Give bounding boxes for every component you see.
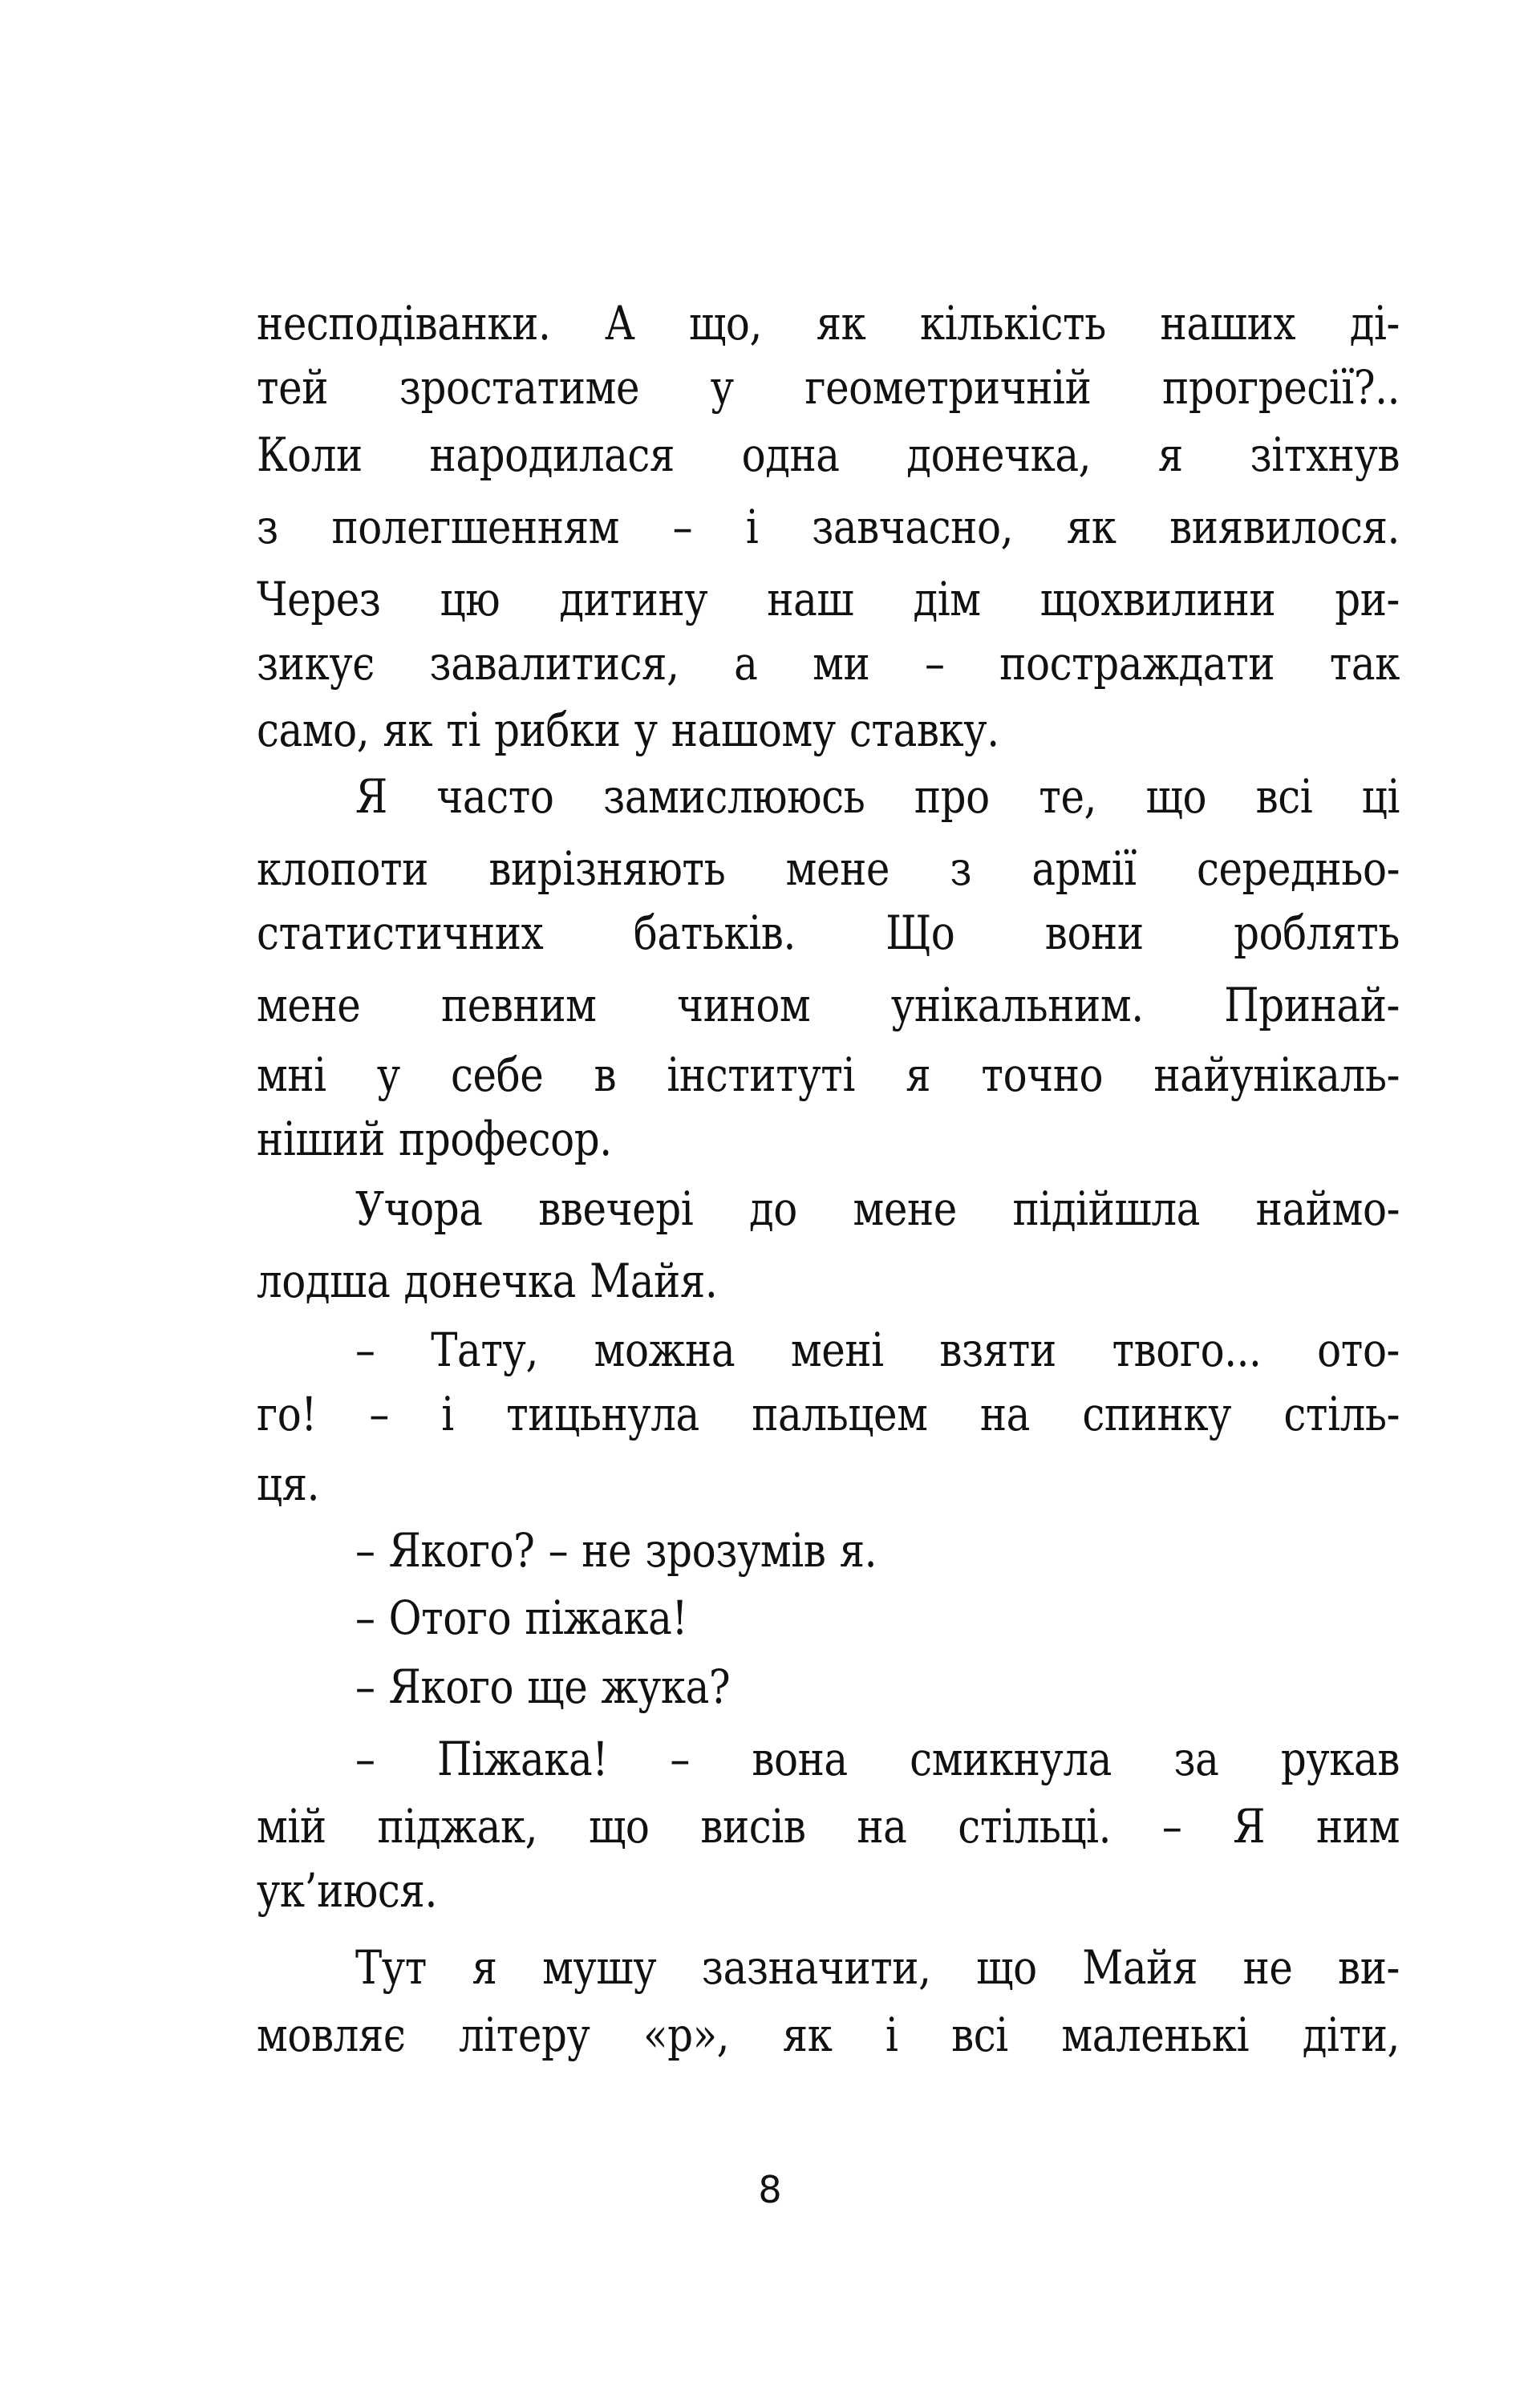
word: літеру bbox=[458, 2008, 590, 2062]
word: середньо- bbox=[1196, 841, 1400, 896]
word: виявилося. bbox=[1169, 500, 1400, 554]
word: до bbox=[748, 1181, 797, 1236]
word: – bbox=[925, 636, 945, 691]
word: певним bbox=[440, 978, 597, 1032]
word: – bbox=[672, 500, 693, 554]
word: у bbox=[376, 1048, 400, 1102]
word: Учора bbox=[355, 1181, 483, 1236]
dialogue-line: – Якого? – не зрозумів я. bbox=[355, 1523, 877, 1578]
word: геометричній bbox=[804, 360, 1092, 415]
word: що, bbox=[688, 296, 762, 351]
word: мене bbox=[257, 978, 361, 1032]
text-line bbox=[257, 1380, 1400, 1449]
word: рукав bbox=[1280, 1732, 1400, 1786]
word: і bbox=[745, 500, 759, 554]
dialogue-line: – Отого піжака! bbox=[355, 1591, 688, 1645]
word: точно bbox=[981, 1048, 1104, 1102]
word: в bbox=[594, 1048, 617, 1102]
word: можна bbox=[594, 1323, 736, 1377]
word: го! bbox=[257, 1387, 317, 1441]
word: я bbox=[906, 1048, 931, 1102]
word: Я bbox=[1233, 1799, 1266, 1854]
dialogue-line: – Якого ще жука? bbox=[355, 1659, 731, 1714]
word: стіль- bbox=[1283, 1387, 1400, 1441]
word: клопоти bbox=[257, 841, 429, 896]
word: чином bbox=[677, 978, 811, 1032]
word: роблять bbox=[1234, 906, 1400, 960]
word: – bbox=[355, 1323, 375, 1377]
word: мене bbox=[785, 841, 890, 896]
word: прогресії?.. bbox=[1162, 360, 1400, 415]
word: постраждати bbox=[999, 636, 1275, 691]
word: батьків. bbox=[633, 906, 796, 960]
word: ці bbox=[1361, 769, 1400, 824]
text-line: ніший професор. bbox=[257, 1112, 612, 1166]
word: ввечері bbox=[538, 1181, 694, 1236]
word: Піжака! bbox=[436, 1732, 608, 1786]
word: наймо- bbox=[1255, 1181, 1400, 1236]
text-line bbox=[257, 420, 1400, 489]
word: Тату, bbox=[431, 1323, 538, 1377]
word: замислююсь bbox=[603, 769, 865, 824]
word: Тут bbox=[355, 1940, 427, 1995]
word: – bbox=[369, 1387, 389, 1441]
word: Через bbox=[257, 572, 381, 626]
word: наших bbox=[1160, 296, 1296, 351]
word: Що bbox=[886, 906, 955, 960]
word: маленькі bbox=[1061, 2008, 1250, 2062]
word: пальцем bbox=[752, 1387, 928, 1441]
page-number: 8 bbox=[758, 2168, 782, 2211]
word: і bbox=[885, 2008, 898, 2062]
text-line bbox=[257, 1792, 1400, 1861]
word: армії bbox=[1031, 841, 1137, 896]
word: Принай- bbox=[1224, 978, 1400, 1032]
text-line-indented bbox=[355, 1724, 1400, 1793]
word: вони bbox=[1044, 906, 1144, 960]
word: тей bbox=[257, 360, 329, 415]
word: з bbox=[950, 841, 972, 896]
word: на bbox=[857, 1799, 907, 1854]
word: ми bbox=[813, 636, 870, 691]
text-line bbox=[257, 971, 1400, 1039]
word: що bbox=[588, 1799, 650, 1854]
word: – bbox=[1161, 1799, 1182, 1854]
word: те, bbox=[1039, 769, 1096, 824]
word: ді- bbox=[1349, 296, 1400, 351]
word: зростатиме bbox=[399, 360, 640, 415]
word: ри- bbox=[1335, 572, 1400, 626]
word: а bbox=[734, 636, 758, 691]
word: мні bbox=[257, 1048, 326, 1102]
word: тицьнула bbox=[506, 1387, 699, 1441]
word: стільці. bbox=[958, 1799, 1112, 1854]
word: ви- bbox=[1338, 1940, 1400, 1995]
word: донечка, bbox=[906, 428, 1092, 482]
text-line bbox=[257, 834, 1400, 903]
word: себе bbox=[451, 1048, 544, 1102]
word: про bbox=[914, 769, 990, 824]
word: несподіванки. bbox=[257, 296, 551, 351]
word: статистичних bbox=[257, 906, 544, 960]
word: щохвилини bbox=[1040, 572, 1276, 626]
word: найунікаль- bbox=[1153, 1048, 1400, 1102]
word: діти, bbox=[1302, 2008, 1400, 2062]
text-line bbox=[257, 1040, 1400, 1109]
word: кількість bbox=[919, 296, 1106, 351]
word: що bbox=[1145, 769, 1207, 824]
word: цю bbox=[440, 572, 500, 626]
word: у bbox=[710, 360, 734, 415]
text-line-indented bbox=[355, 1174, 1400, 1243]
text-line-indented bbox=[355, 1933, 1400, 2002]
word: Я bbox=[355, 769, 387, 824]
word: ним bbox=[1315, 1799, 1400, 1854]
word: висів bbox=[700, 1799, 806, 1854]
word: всі bbox=[951, 2008, 1008, 2062]
word: завчасно, bbox=[812, 500, 1014, 554]
word: мені bbox=[790, 1323, 884, 1377]
word: вона bbox=[752, 1732, 848, 1786]
text-line bbox=[257, 629, 1400, 698]
text-line-indented bbox=[355, 1315, 1400, 1384]
word: «р», bbox=[642, 2008, 730, 2062]
word: вирізняють bbox=[488, 841, 726, 896]
word: спинку bbox=[1082, 1387, 1232, 1441]
text-line bbox=[257, 2000, 1400, 2069]
word: мушу bbox=[542, 1940, 657, 1995]
word: зітхнув bbox=[1250, 428, 1400, 482]
text-line: само, як ті рибки у нашому ставку. bbox=[257, 703, 999, 757]
text-line: лодша донечка Майя. bbox=[257, 1254, 718, 1308]
text-line bbox=[257, 289, 1400, 358]
word: взяти bbox=[939, 1323, 1056, 1377]
word: твого... bbox=[1112, 1323, 1262, 1377]
text-line-indented bbox=[355, 762, 1400, 831]
word: дитину bbox=[559, 572, 708, 626]
word: – bbox=[355, 1732, 375, 1786]
word: зикує bbox=[257, 636, 375, 691]
word: народилася bbox=[429, 428, 675, 482]
word: як bbox=[1066, 500, 1116, 554]
word: ото- bbox=[1317, 1323, 1400, 1377]
word: всі bbox=[1255, 769, 1313, 824]
text-line bbox=[257, 898, 1400, 967]
word: за bbox=[1173, 1732, 1219, 1786]
text-line bbox=[257, 565, 1400, 634]
word: інституті bbox=[667, 1048, 855, 1102]
word: як bbox=[782, 2008, 833, 2062]
word: наш bbox=[767, 572, 854, 626]
text-line bbox=[257, 353, 1400, 422]
text-line bbox=[257, 492, 1400, 561]
text-line: ця. bbox=[257, 1457, 320, 1511]
word: одна bbox=[741, 428, 840, 482]
word: смикнула bbox=[910, 1732, 1112, 1786]
word: унікальним. bbox=[890, 978, 1144, 1032]
word: як bbox=[816, 296, 866, 351]
word: що bbox=[976, 1940, 1037, 1995]
word: мовляє bbox=[257, 2008, 406, 2062]
word: А bbox=[605, 296, 635, 351]
word: на bbox=[979, 1387, 1030, 1441]
text-line: ук’июся. bbox=[257, 1863, 437, 1918]
word: не bbox=[1242, 1940, 1293, 1995]
word: так bbox=[1329, 636, 1400, 691]
word: мене bbox=[853, 1181, 957, 1236]
word: Майя bbox=[1082, 1940, 1198, 1995]
word: мій bbox=[257, 1799, 326, 1854]
word: я bbox=[472, 1940, 497, 1995]
word: з bbox=[257, 500, 278, 554]
word: завалитися, bbox=[429, 636, 679, 691]
word: – bbox=[670, 1732, 690, 1786]
word: часто bbox=[436, 769, 554, 824]
word: я bbox=[1157, 428, 1183, 482]
word: підійшла bbox=[1012, 1181, 1201, 1236]
word: і bbox=[441, 1387, 454, 1441]
word: Коли bbox=[257, 428, 363, 482]
word: зазначити, bbox=[701, 1940, 931, 1995]
word: дім bbox=[913, 572, 981, 626]
word: полегшенням bbox=[331, 500, 619, 554]
word: піджак, bbox=[377, 1799, 538, 1854]
